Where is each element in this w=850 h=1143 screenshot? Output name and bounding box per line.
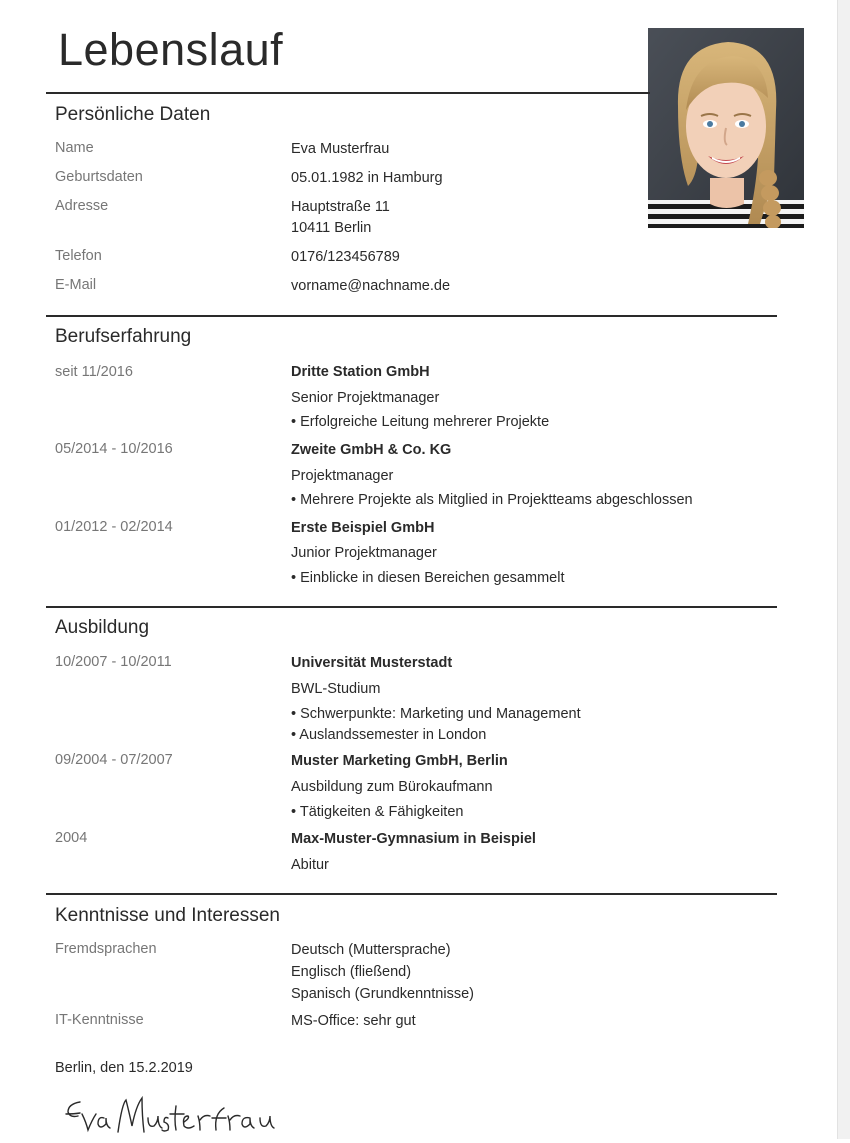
education-org: Universität Musterstadt: [291, 655, 453, 671]
value-language: Deutsch (Muttersprache): [291, 942, 451, 958]
section-title-experience: Berufserfahrung: [55, 326, 192, 347]
section-title-education: Ausbildung: [55, 617, 150, 638]
section-title-personal: Persönliche Daten: [55, 104, 211, 125]
label-email: E-Mail: [55, 277, 97, 293]
education-bullet: • Auslandssemester in London: [291, 727, 487, 743]
value-phone: 0176/123456789: [291, 249, 400, 265]
place-date: Berlin, den 15.2.2019: [55, 1060, 193, 1076]
section-divider: [46, 315, 777, 317]
value-language: Englisch (fließend): [291, 964, 412, 980]
value-birth: 05.01.1982 in Hamburg: [291, 170, 443, 186]
experience-date: 01/2012 - 02/2014: [55, 519, 173, 535]
experience-role: Projektmanager: [291, 468, 394, 484]
signature-image: [60, 1092, 300, 1138]
education-bullet: • Schwerpunkte: Marketing und Management: [291, 706, 581, 722]
experience-org: Dritte Station GmbH: [291, 364, 430, 380]
education-role: Abitur: [291, 857, 329, 873]
education-role: Ausbildung zum Bürokaufmann: [291, 779, 493, 795]
label-languages: Fremdsprachen: [55, 941, 157, 957]
value-name: Eva Musterfrau: [291, 141, 390, 157]
education-org: Max-Muster-Gymnasium in Beispiel: [291, 831, 536, 847]
value-address-line1: Hauptstraße 11: [291, 199, 390, 215]
experience-role: Senior Projektmanager: [291, 390, 440, 406]
section-divider: [46, 606, 777, 608]
portrait-image: [648, 28, 804, 228]
experience-bullet: • Erfolgreiche Leitung mehrerer Projekte: [291, 414, 550, 430]
value-address-line2: 10411 Berlin: [291, 220, 372, 236]
value-email: vorname@nachname.de: [291, 278, 451, 294]
education-date: 10/2007 - 10/2011: [55, 654, 172, 670]
education-bullet: • Tätigkeiten & Fähigkeiten: [291, 804, 464, 820]
label-birth: Geburtsdaten: [55, 169, 143, 185]
section-title-skills: Kenntnisse und Interessen: [55, 905, 280, 926]
experience-bullet: • Einblicke in diesen Bereichen gesammelt: [291, 570, 565, 586]
page-edge: [837, 0, 850, 1139]
experience-role: Junior Projektmanager: [291, 545, 437, 561]
experience-date: seit 11/2016: [55, 364, 133, 380]
signature: [60, 1092, 300, 1143]
experience-bullet: • Mehrere Projekte als Mitglied in Projektteams abgeschlossen: [291, 492, 693, 508]
page-title: Lebenslauf: [58, 24, 284, 75]
section-divider: [46, 893, 777, 895]
education-date: 2004: [55, 830, 88, 846]
education-role: BWL-Studium: [291, 681, 381, 697]
value-language: Spanisch (Grundkenntnisse): [291, 986, 474, 1002]
experience-org: Erste Beispiel GmbH: [291, 520, 435, 536]
profile-photo: [648, 28, 804, 228]
label-address: Adresse: [55, 198, 109, 214]
education-org: Muster Marketing GmbH, Berlin: [291, 753, 508, 769]
experience-org: Zweite GmbH & Co. KG: [291, 442, 452, 458]
label-it-skills: IT-Kenntnisse: [55, 1012, 144, 1028]
value-it-skills: MS-Office: sehr gut: [291, 1013, 416, 1029]
label-name: Name: [55, 140, 94, 156]
section-divider: [46, 92, 650, 94]
label-phone: Telefon: [55, 248, 102, 264]
experience-date: 05/2014 - 10/2016: [55, 441, 173, 457]
education-date: 09/2004 - 07/2007: [55, 752, 173, 768]
